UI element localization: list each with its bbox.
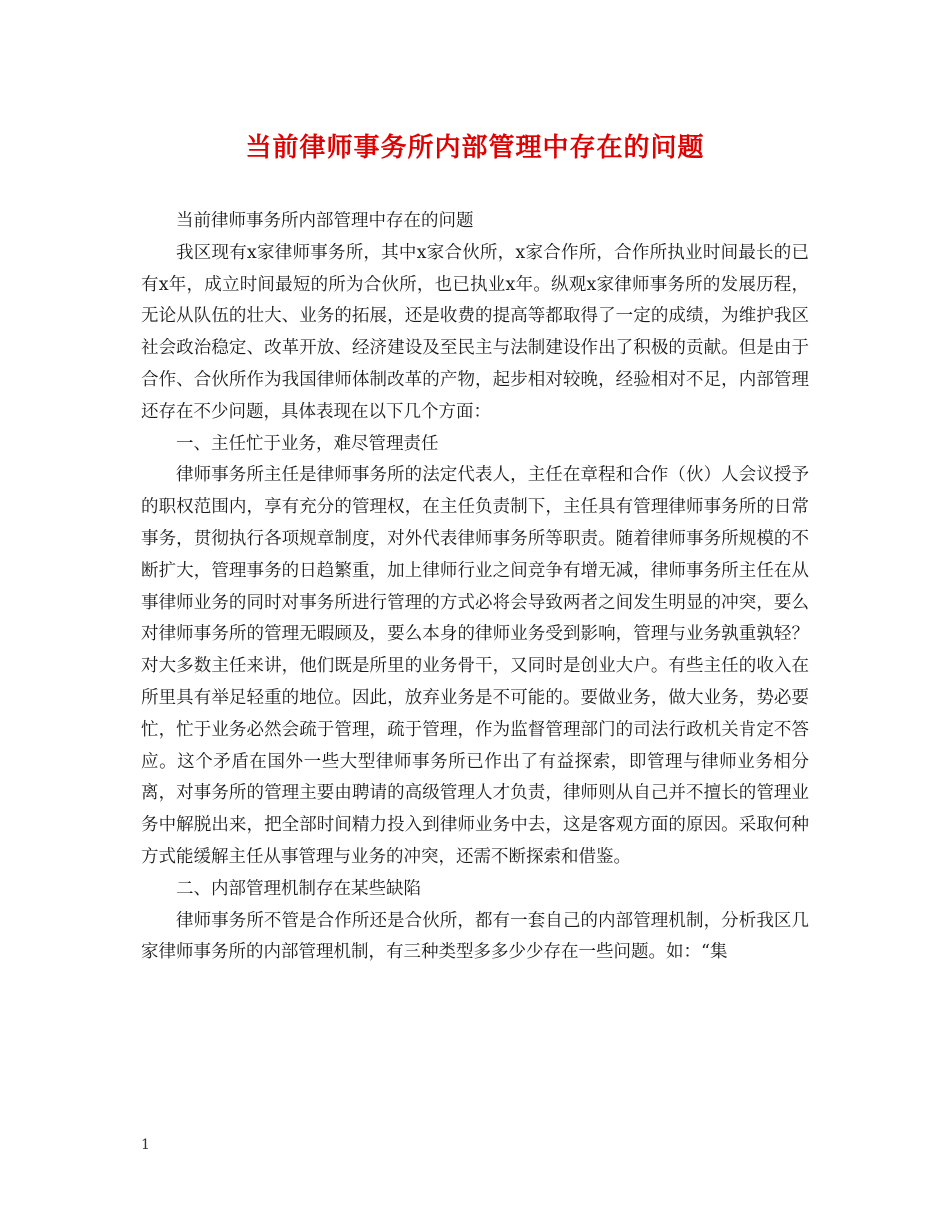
document-title: 当前律师事务所内部管理中存在的问题: [245, 133, 705, 163]
paragraph-section-2: 律师事务所不管是合作所还是合伙所，都有一套自己的内部管理机制，分析我区几家律师事务所的内部管理机制，有三种类型多多少少存在一些问题。如：“集: [141, 910, 809, 963]
document-body: [141, 206, 809, 969]
page-number: 1: [141, 1137, 150, 1153]
paragraph-section-1: 律师事务所主任是律师事务所的法定代表人，主任在章程和合作（伙）人会议授予的职权范围内，享有充分的管理权，在主任负责制下，主任具有管理律师事务所的日常事务，贯彻执行各项规章制度，对外代表律师事务所等职责。随着律师事务所规模的不断扩大，管理事务的日趋繁重，加上律师行业之间竞争有增无减，律师事务所主任在从事律师业务的同时对事务所进行管理的方式必将会导致两者之间发生明显的冲突，要么对律师事务所的管理无暇顾及，要么本身的律师业务受到影响，管理与业务孰重孰轻？对大多数主任来讲，他们既是所里的业务骨干，又同时是创业大户。有些主任的收入在所里具有举足轻重的地位。因此，放弃业务是不可能的。要做业务，做大业务，势必要忙，忙于业务必然会疏于管理，疏于管理，作为监督管理部门的司法行政机关肯定不答应。这个矛盾在国外一些大型律师事务所已作出了有益探索，即管理与律师业务相分离，对事务所的管理主要由聘请的高级管理人才负责，律师则从自己并不擅长的管理业务中解脱出来，把全部时间精力投入到律师业务中去，这是客观方面的原因。采取何种方式能缓解主任从事管理与业务的冲突，还需不断探索和借鉴。: [141, 465, 809, 867]
paragraph-intro: 我区现有x家律师事务所，其中x家合伙所，x家合作所，合作所执业时间最长的已有x年，成立时间最短的所为合伙所，也已执业x年。纵观x家律师事务所的发展历程，无论从队伍的壮大、业务的拓展，还是收费的提高等都取得了一定的成绩，为维护我区社会政治稳定、改革开放、经济建设及至民主与法制建设作出了积极的贡献。但是由于合作、合伙所作为我国律师体制改革的产物，起步相对较晚，经验相对不足，内部管理还存在不少问题，具体表现在以下几个方面：: [141, 242, 809, 422]
section-heading-1: 一、主任忙于业务，难尽管理责任: [176, 433, 439, 454]
section-heading-2: 二、内部管理机制存在某些缺陷: [176, 878, 421, 899]
paragraph-heading: 当前律师事务所内部管理中存在的问题: [176, 211, 474, 231]
